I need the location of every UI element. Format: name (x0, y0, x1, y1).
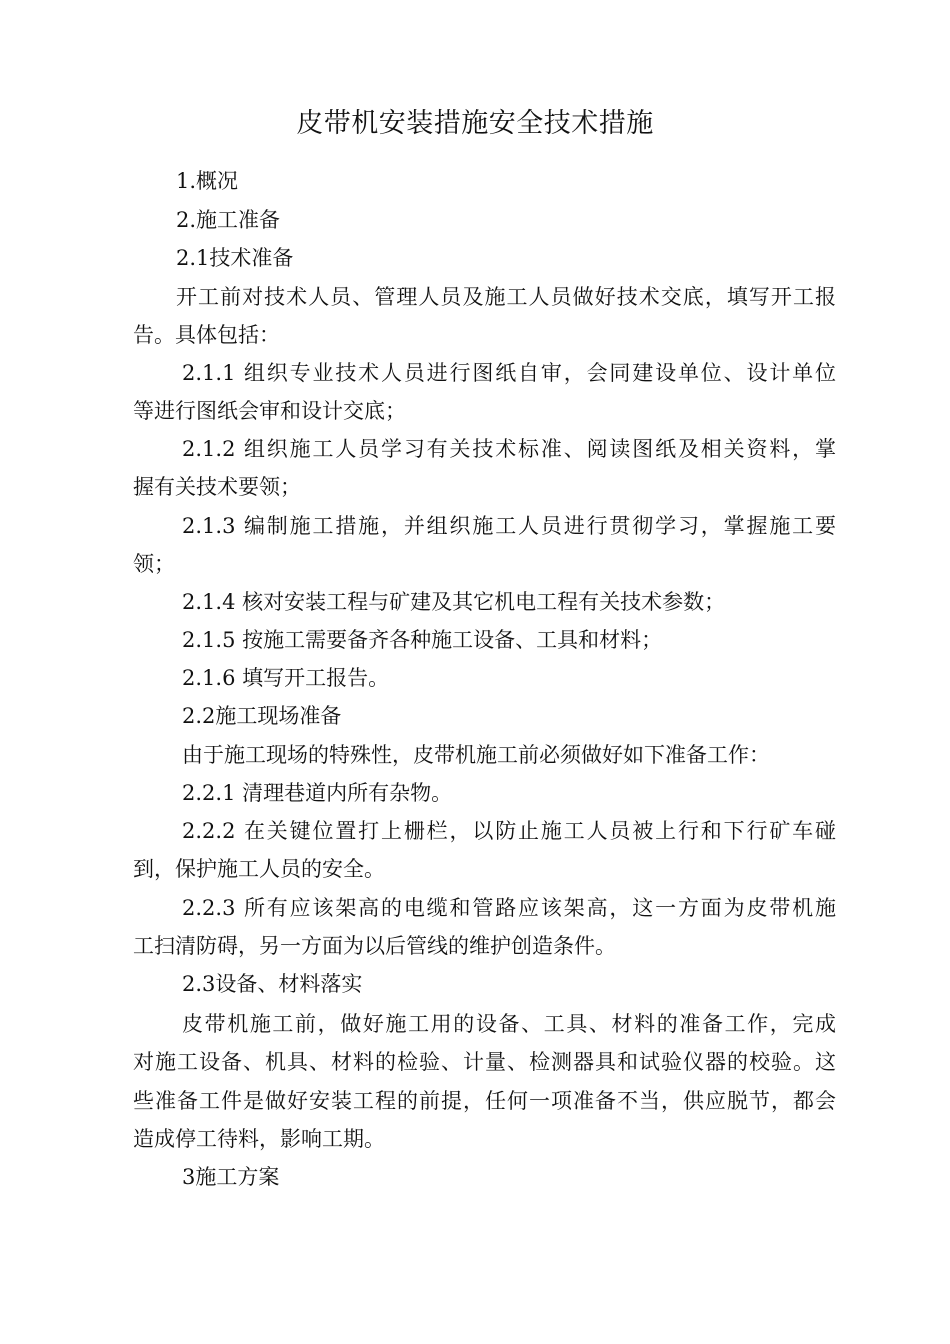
paragraph-line: 握有关技术要领； (133, 475, 301, 499)
paragraph-line: 皮带机施工前，做好施工用的设备、工具、材料的准备工作，完成 (182, 1012, 836, 1036)
item-2-1-4: 2.1.4 核对安装工程与矿建及其它机电工程有关技术参数； (182, 590, 726, 614)
paragraph-line: 些准备工件是做好安装工程的前提，任何一项准备不当，供应脱节，都会 (133, 1089, 836, 1113)
heading-1-overview: 1.概况 (176, 169, 239, 193)
paragraph-line: 造成停工待料，影响工期。 (133, 1127, 385, 1151)
heading-2-1-technical: 2.1技术准备 (176, 246, 294, 270)
item-2-1-2: 2.1.2 组织施工人员学习有关技术标准、阅读图纸及相关资料，掌 (182, 437, 836, 461)
heading-3-plan: 3施工方案 (182, 1165, 280, 1189)
paragraph-line: 等进行图纸会审和设计交底； (133, 399, 406, 423)
paragraph-line: 到，保护施工人员的安全。 (133, 857, 385, 881)
heading-2-preparation: 2.施工准备 (176, 208, 281, 232)
item-2-2-3: 2.2.3 所有应该架高的电缆和管路应该架高，这一方面为皮带机施 (182, 896, 836, 920)
paragraph-line: 由于施工现场的特殊性，皮带机施工前必须做好如下准备工作： (182, 743, 770, 767)
paragraph-line: 领； (133, 552, 175, 576)
document-title: 皮带机安装措施安全技术措施 (296, 108, 654, 139)
item-2-2-2: 2.2.2 在关键位置打上栅栏，以防止施工人员被上行和下行矿车碰 (182, 819, 836, 843)
item-2-1-6: 2.1.6 填写开工报告。 (182, 666, 390, 690)
heading-2-3-equipment: 2.3设备、材料落实 (182, 972, 363, 996)
heading-2-2-site: 2.2施工现场准备 (182, 704, 342, 728)
paragraph-line: 工扫清防碍，另一方面为以后管线的维护创造条件。 (133, 934, 616, 958)
item-2-1-5: 2.1.5 按施工需要备齐各种施工设备、工具和材料； (182, 628, 663, 652)
item-2-1-3: 2.1.3 编制施工措施，并组织施工人员进行贯彻学习，掌握施工要 (182, 514, 836, 538)
item-2-2-1: 2.2.1 清理巷道内所有杂物。 (182, 781, 453, 805)
paragraph-line: 对施工设备、机具、材料的检验、计量、检测器具和试验仪器的校验。这 (133, 1050, 836, 1074)
paragraph-line: 告。具体包括： (133, 323, 280, 347)
item-2-1-1: 2.1.1 组织专业技术人员进行图纸自审，会同建设单位、设计单位 (182, 361, 836, 385)
paragraph-line: 开工前对技术人员、管理人员及施工人员做好技术交底，填写开工报 (176, 285, 836, 309)
